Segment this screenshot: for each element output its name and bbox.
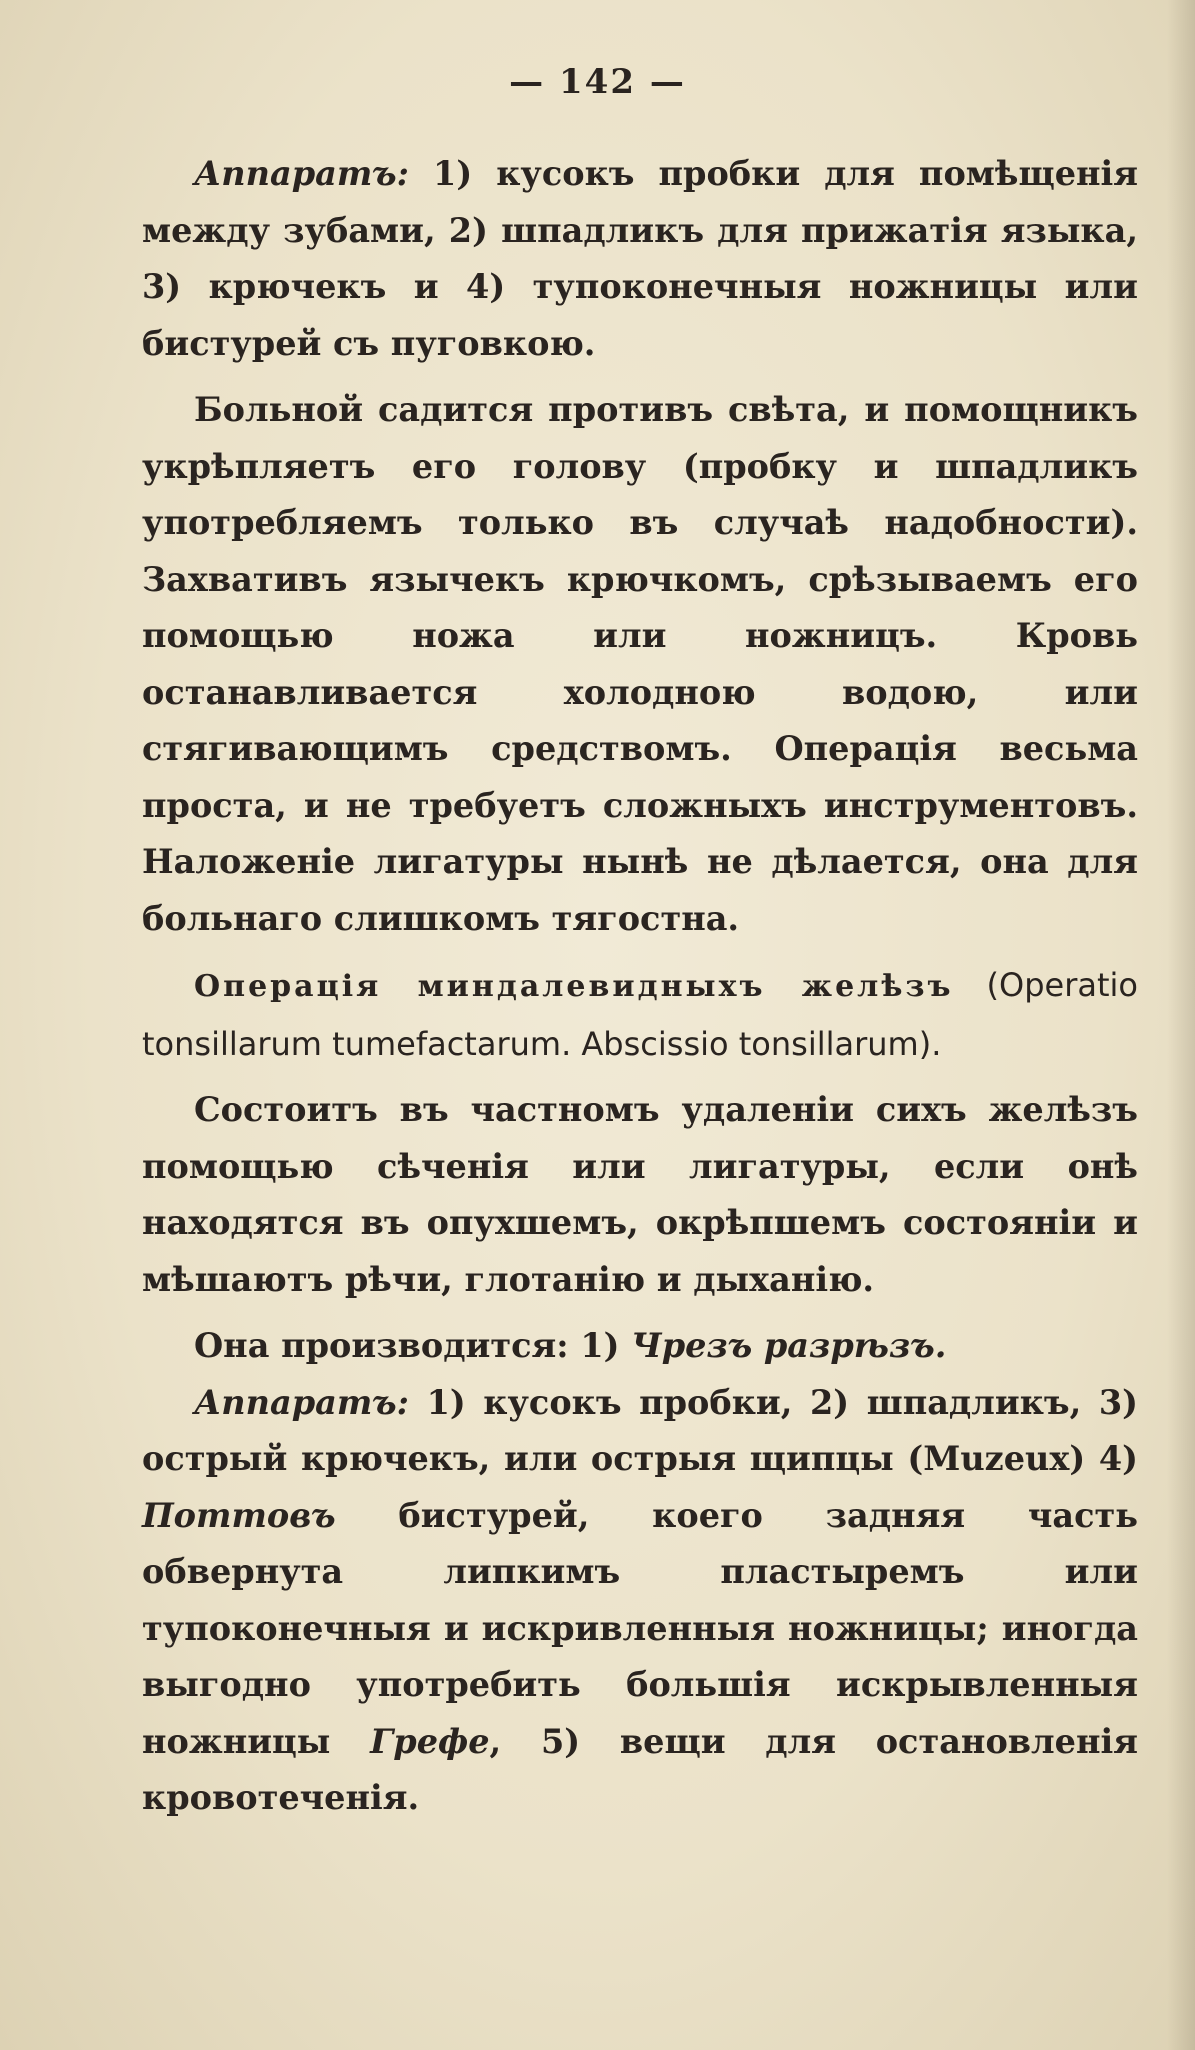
section-heading: Операція миндалевидныхъ желѣзъ — [194, 969, 954, 1004]
paragraph-description — [142, 1082, 1138, 1308]
apparatus-2-italic-a: Поттовъ — [142, 1495, 336, 1535]
apparatus-label-2: Аппаратъ: — [194, 1382, 410, 1422]
paragraph-method — [142, 1318, 1138, 1375]
page-edge-shadow — [1167, 0, 1195, 2050]
section-heading-latin: (Operatio tonsillarum tumefactarum. Abscissio tonsillarum). — [142, 966, 1139, 1063]
apparatus-2-text-b: бистурей, коего задняя часть обвернута липкимъ пластыремъ или тупоконечныя и искривленныя ножницы; иногда выгодно употребить большія искрывленныя ножницы — [142, 1495, 1138, 1761]
description-text: Состоитъ въ частномъ удаленіи сихъ желѣзъ помощью сѣченія или лигатуры, если онѣ находятся въ опухшемъ, окрѣпшемъ состояніи и мѣшаютъ рѣчи, глотанію и дыханію. — [142, 1090, 1138, 1299]
apparatus-2-italic-b: Грефе — [370, 1721, 490, 1761]
apparatus-label: Аппаратъ: — [194, 154, 410, 193]
page-body — [142, 146, 1138, 1827]
paragraph-procedure — [142, 382, 1138, 947]
paragraph-apparatus-1 — [142, 146, 1138, 372]
paragraph-apparatus-2 — [142, 1375, 1138, 1827]
method-italic: Чрезъ разрѣзъ. — [631, 1326, 947, 1365]
paragraph-tonsil-heading — [142, 957, 1138, 1072]
apparatus-2-text-c: , 5) вещи для остановленія кровотеченія. — [142, 1721, 1138, 1817]
method-text: Она производится: 1) — [194, 1326, 632, 1365]
page-number: — 142 — — [509, 62, 686, 102]
apparatus-text: 1) кусокъ пробки для помѣщенія между зубами, 2) шпадликъ для прижатія языка, 3) крючекъ и 4) тупоконечныя ножницы или бистурей съ пуговкою. — [142, 154, 1138, 363]
apparatus-2-text-a: 1) кусокъ пробки, 2) шпадликъ, 3) острый крючекъ, или острыя щипцы (Muzeux) 4) — [142, 1382, 1138, 1478]
procedure-text: Больной садится противъ свѣта, и помощникъ укрѣпляетъ его голову (пробку и шпадликъ употребляемъ только въ случаѣ надобности). Захвативъ язычекъ крючкомъ, срѣзываемъ его помощью ножа или ножницъ. Кровь останавливается холодною водою, или стягивающимъ средствомъ. Операція весьма проста, и не требуетъ сложныхъ инструментовъ. Наложеніе лигатуры нынѣ не дѣлается, она для больнаго слишкомъ тягостна. — [142, 390, 1138, 938]
